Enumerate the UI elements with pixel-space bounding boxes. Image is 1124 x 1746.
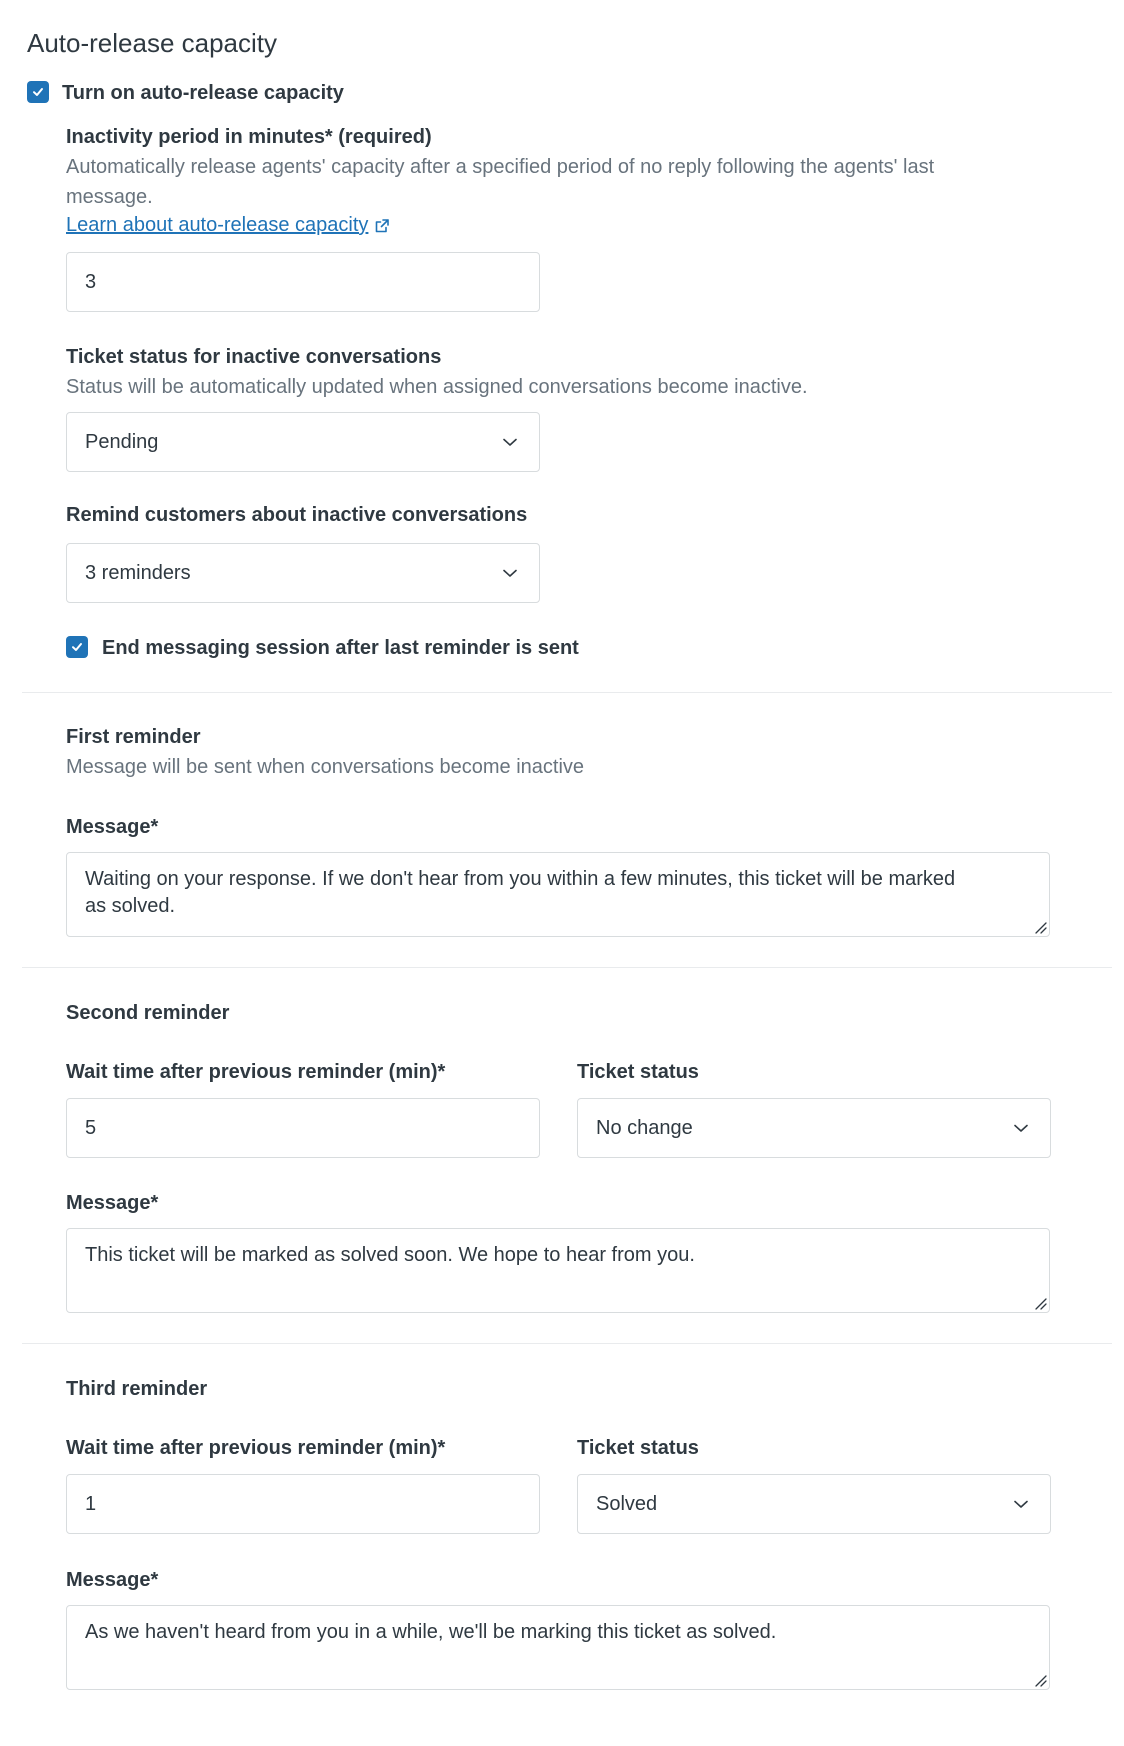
third-reminder-status-label: Ticket status	[577, 1437, 699, 1459]
divider	[22, 967, 1112, 968]
second-reminder-heading: Second reminder	[66, 1002, 230, 1024]
ticket-status-select[interactable]	[66, 412, 540, 472]
second-reminder-message-label: Message*	[66, 1192, 159, 1214]
chevron-down-icon	[501, 564, 519, 582]
remind-customers-selected: 3 reminders	[85, 561, 191, 584]
third-reminder-message-textarea[interactable]	[66, 1605, 1050, 1690]
third-reminder-message-label: Message*	[66, 1569, 159, 1591]
first-reminder-message-line-1: Waiting on your response. If we don't hear from you within a few minutes, this ticket will be marked	[85, 868, 956, 890]
ticket-status-selected: Pending	[85, 430, 159, 453]
end-session-label[interactable]: End messaging session after last reminder is sent	[102, 637, 579, 659]
third-reminder-wait-value: 1	[85, 1492, 97, 1515]
ticket-status-hint: Status will be automatically updated when assigned conversations become inactive.	[66, 376, 808, 398]
second-reminder-status-label: Ticket status	[577, 1061, 699, 1083]
first-reminder-message-label: Message*	[66, 816, 159, 838]
second-reminder-message-text: This ticket will be marked as solved soon. We hope to hear from you.	[85, 1244, 695, 1266]
second-reminder-status-selected: No change	[596, 1116, 693, 1139]
second-reminder-status-select[interactable]	[577, 1098, 1051, 1158]
learn-auto-release-link-text[interactable]: Learn about auto-release capacity	[66, 214, 369, 236]
chevron-down-icon	[1012, 1119, 1030, 1137]
third-reminder-status-select[interactable]	[577, 1474, 1051, 1534]
second-reminder-wait-label: Wait time after previous reminder (min)*	[66, 1061, 446, 1083]
ticket-status-label: Ticket status for inactive conversations	[66, 346, 442, 368]
second-reminder-wait-value: 5	[85, 1116, 97, 1139]
inactivity-hint-line-2: message.	[66, 186, 153, 208]
third-reminder-wait-input[interactable]	[66, 1474, 540, 1534]
section-title: Auto-release capacity	[27, 28, 278, 58]
first-reminder-heading: First reminder	[66, 726, 201, 748]
inactivity-hint-line-1: Automatically release agents' capacity after a specified period of no reply following the agents' last	[66, 156, 935, 178]
first-reminder-message-textarea[interactable]	[66, 852, 1050, 937]
enable-auto-release-label[interactable]: Turn on auto-release capacity	[62, 82, 344, 104]
check-icon	[31, 85, 45, 99]
second-reminder-wait-input[interactable]	[66, 1098, 540, 1158]
end-session-checkbox[interactable]	[66, 636, 88, 658]
third-reminder-message-text: As we haven't heard from you in a while, we'll be marking this ticket as solved.	[85, 1621, 777, 1643]
resize-handle-icon[interactable]	[1033, 1296, 1047, 1310]
divider	[22, 1343, 1112, 1344]
first-reminder-message-line-2: as solved.	[85, 895, 176, 917]
inactivity-period-label: Inactivity period in minutes* (required)	[66, 126, 432, 148]
check-icon	[70, 640, 84, 654]
resize-handle-icon[interactable]	[1033, 920, 1047, 934]
enable-auto-release-checkbox[interactable]	[27, 81, 49, 103]
remind-customers-label: Remind customers about inactive conversations	[66, 504, 528, 526]
divider	[22, 692, 1112, 693]
inactivity-period-value: 3	[85, 270, 97, 293]
chevron-down-icon	[501, 433, 519, 451]
external-link-icon	[374, 218, 390, 234]
third-reminder-wait-label: Wait time after previous reminder (min)*	[66, 1437, 446, 1459]
inactivity-period-input[interactable]	[66, 252, 540, 312]
third-reminder-heading: Third reminder	[66, 1378, 208, 1400]
learn-auto-release-link[interactable]	[66, 214, 390, 237]
first-reminder-hint: Message will be sent when conversations become inactive	[66, 756, 585, 778]
third-reminder-status-selected: Solved	[596, 1492, 658, 1515]
remind-customers-select[interactable]	[66, 543, 540, 603]
second-reminder-message-textarea[interactable]	[66, 1228, 1050, 1313]
resize-handle-icon[interactable]	[1033, 1673, 1047, 1687]
chevron-down-icon	[1012, 1495, 1030, 1513]
